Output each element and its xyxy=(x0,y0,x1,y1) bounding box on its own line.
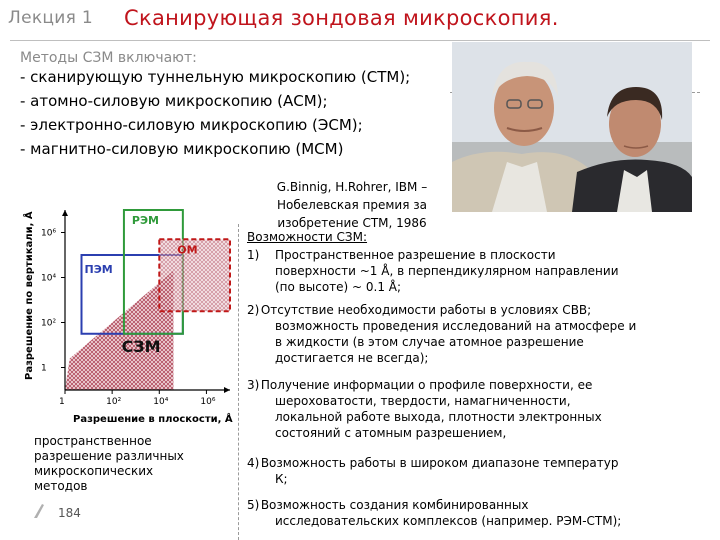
capability-text: поверхности ~1 Å, в перпендикулярном направлении xyxy=(275,264,619,278)
capability-number: 5) xyxy=(247,498,260,512)
column-divider xyxy=(238,224,239,540)
chart-caption-line: разрешение различных xyxy=(34,449,184,463)
rem-label: РЭМ xyxy=(131,214,160,227)
capability-item xyxy=(247,455,707,487)
capability-number: 2) xyxy=(247,303,260,317)
chart-caption xyxy=(34,434,234,494)
capability-item xyxy=(247,497,707,529)
x-tick-label: 1 xyxy=(59,397,65,407)
capabilities-heading: Возможности СЗМ: xyxy=(247,230,368,244)
y-tick-label: 1 xyxy=(41,363,47,374)
y-axis-arrow xyxy=(62,210,68,216)
photo-caption-line: G.Binnig, H.Rohrer, IBM – xyxy=(276,180,428,194)
photo-caption xyxy=(248,178,456,232)
capability-text: (по высоте) ~ 0.1 Å; xyxy=(275,280,402,294)
capability-number: 3) xyxy=(247,378,260,392)
method-item: - магнитно-силовую микроскопию (МСМ) xyxy=(20,140,344,158)
y-tick-label: 10⁶ xyxy=(41,228,57,239)
method-item: - атомно-силовую микроскопию (АСМ); xyxy=(20,92,328,110)
x-tick-label: 10⁴ xyxy=(153,397,169,407)
capability-item xyxy=(247,247,707,295)
y-tick-label: 10⁴ xyxy=(41,273,57,284)
capability-number: 4) xyxy=(247,456,260,470)
lecture-label: Лекция 1 xyxy=(8,8,93,28)
capability-text: Пространственное разрешение в плоскости xyxy=(275,248,556,262)
capability-text: достигается не всегда); xyxy=(275,351,429,365)
capability-text: в жидкости (в этом случае атомное разрешение xyxy=(275,335,584,349)
x-tick-label: 10⁶ xyxy=(200,397,216,407)
title-divider xyxy=(10,40,710,41)
capability-item xyxy=(247,377,707,441)
page-chevron-icon xyxy=(32,503,46,523)
slide-title: Сканирующая зондовая микроскопия. xyxy=(124,6,559,30)
capability-text: Возможность создания комбинированных xyxy=(260,498,529,512)
chart-caption-line: методов xyxy=(34,479,88,493)
x-axis-arrow xyxy=(224,387,230,393)
capability-text: состояний с атомным разрешением, xyxy=(275,426,507,440)
x-tick-label: 10² xyxy=(106,397,122,407)
method-item: - электронно-силовую микроскопию (ЭСМ); xyxy=(20,116,363,134)
page-number: 184 xyxy=(58,506,81,520)
capability-text: локальной работе выхода, плотности электронных xyxy=(275,410,602,424)
chart-caption-line: пространственное xyxy=(34,434,152,448)
photo-caption-line: Нобелевская премия за xyxy=(277,198,427,212)
capability-text: К; xyxy=(275,472,288,486)
y-tick-label: 10² xyxy=(41,318,57,329)
capability-text: возможность проведения исследований на атмосфере и xyxy=(275,319,637,333)
photo-caption-line: изобретение СТМ, 1986 xyxy=(277,216,427,230)
capability-text: шероховатости, твердости, намагниченности, xyxy=(275,394,571,408)
capability-text: Получение информации о профиле поверхности, ее xyxy=(260,378,593,392)
resolution-chart xyxy=(20,200,250,425)
capability-text: Возможность работы в широком диапазоне температур xyxy=(260,456,619,470)
capability-item xyxy=(247,302,707,366)
method-item: - сканирующую туннельную микроскопию (СТМ); xyxy=(20,68,411,86)
methods-heading: Методы СЗМ включают: xyxy=(20,50,197,66)
x-axis-label: Разрешение в плоскости, Å xyxy=(73,414,233,425)
capability-text: исследовательских комплексов (например. РЭМ-СТМ); xyxy=(275,514,622,528)
capability-number: 1) xyxy=(247,248,260,262)
szm-label: СЗМ xyxy=(121,336,161,356)
scientists-photo xyxy=(452,42,692,212)
y-axis-label: Разрешение по вертикали, Å xyxy=(24,211,35,380)
om-label: ОМ xyxy=(177,243,198,257)
chart-caption-line: микроскопических xyxy=(34,464,154,478)
capability-text: Отсутствие необходимости работы в условиях СВВ; xyxy=(260,303,592,317)
pem-label: ПЭМ xyxy=(84,263,113,276)
